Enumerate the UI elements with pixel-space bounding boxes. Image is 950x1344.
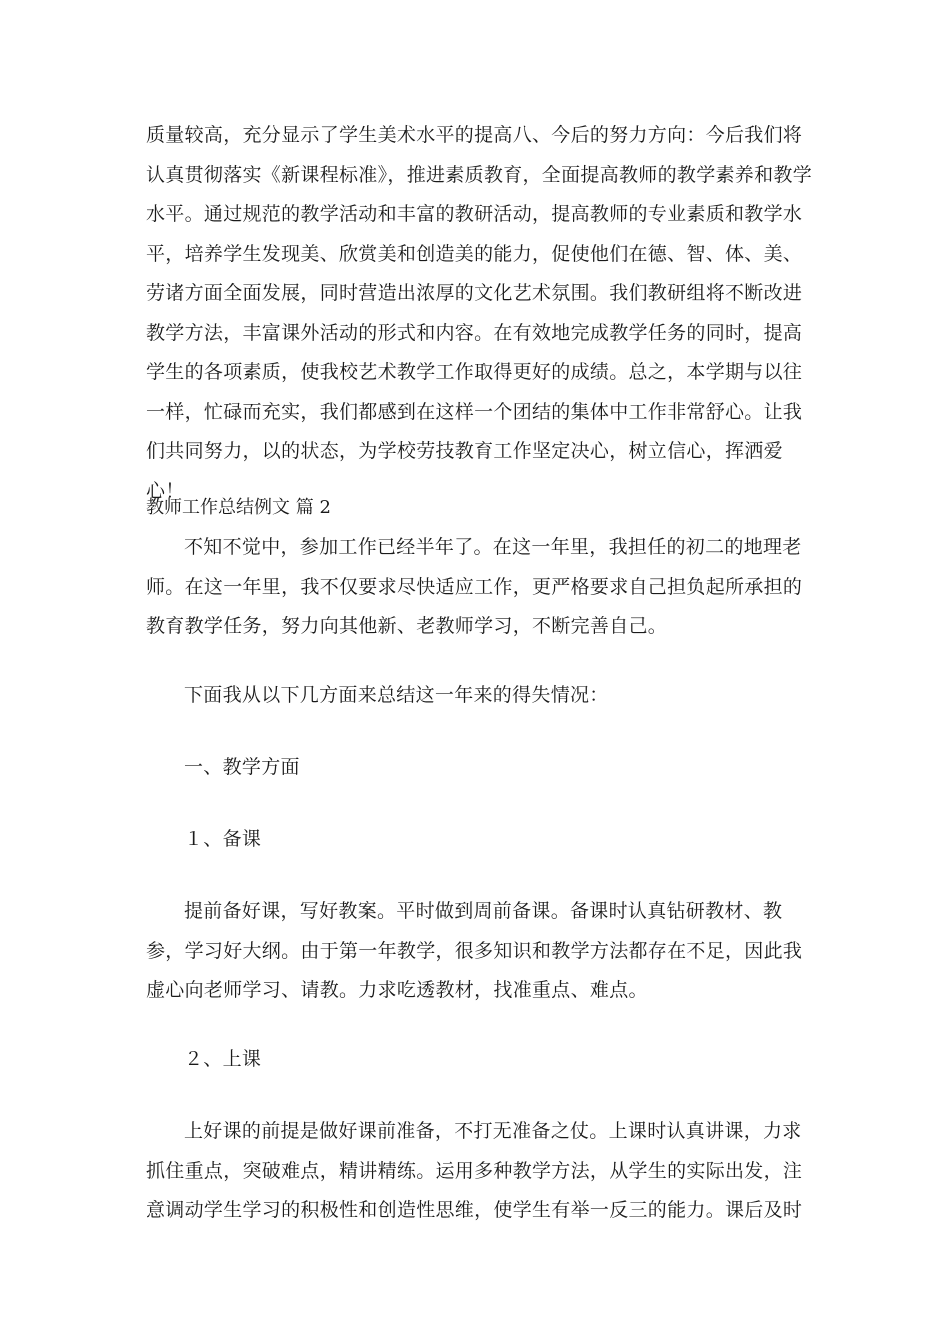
paragraph-conclusion: 质量较高，充分显示了学生美术水平的提高八、今后的努力方向：今后我们将认真贯彻落实《新课程标准》，推进素质教育，全面提高教师的教学素养和教学水平。通过规范的教学活动和丰富的教研活动，提高教师的专业素质和教学水平，培养学生发现美、欣赏美和创造美的能力，促使他们在德、智、体、美、劳诸方面全面发展，同时营造出浓厚的文化艺术氛围。我们教研组将不断改进教学方法，丰富课外活动的形式和内容。在有效地完成教学任务的同时，提高学生的各项素质，使我校艺术教学工作取得更好的成绩。总之，本学期与以往一样，忙碌而充实，我们都感到在这样一个团结的集体中工作非常舒心。让我们共同努力，以的状态，为学校劳技教育工作坚定决心，树立信心，挥洒爱心！ xyxy=(146,124,813,502)
heading-lesson-prep: １、备课 xyxy=(184,828,262,850)
paragraph-class: 上好课的前提是做好课前准备，不打无准备之仗。上课时认真讲课，力求抓住重点，突破难点，精讲精练。运用多种教学方法，从学生的实际出发，注意调动学生学习的积极性和创造性思维，使学生有举一反三的能力。课后及时 xyxy=(146,1120,803,1221)
heading-teaching: 一、教学方面 xyxy=(184,756,300,778)
section-title-article-2: 教师工作总结例文 篇 2 xyxy=(146,497,331,518)
paragraph-lesson-prep: 提前备好课，写好教案。平时做到周前备课。备课时认真钻研教材、教参，学习好大纲。由于第一年教学，很多知识和教学方法都存在不足，因此我虚心向老师学习、请教。力求吃透教材，找准重点、难点。 xyxy=(146,900,803,1001)
paragraph-intro: 不知不觉中，参加工作已经半年了。在这一年里，我担任的初二的地理老师。在这一年里，我不仅要求尽快适应工作，更严格要求自己担负起所承担的教育教学任务，努力向其他新、老教师学习，不断完善自己。 xyxy=(146,536,803,637)
paragraph-overview: 下面我从以下几方面来总结这一年来的得失情况： xyxy=(184,684,609,706)
heading-class: ２、上课 xyxy=(184,1048,262,1070)
